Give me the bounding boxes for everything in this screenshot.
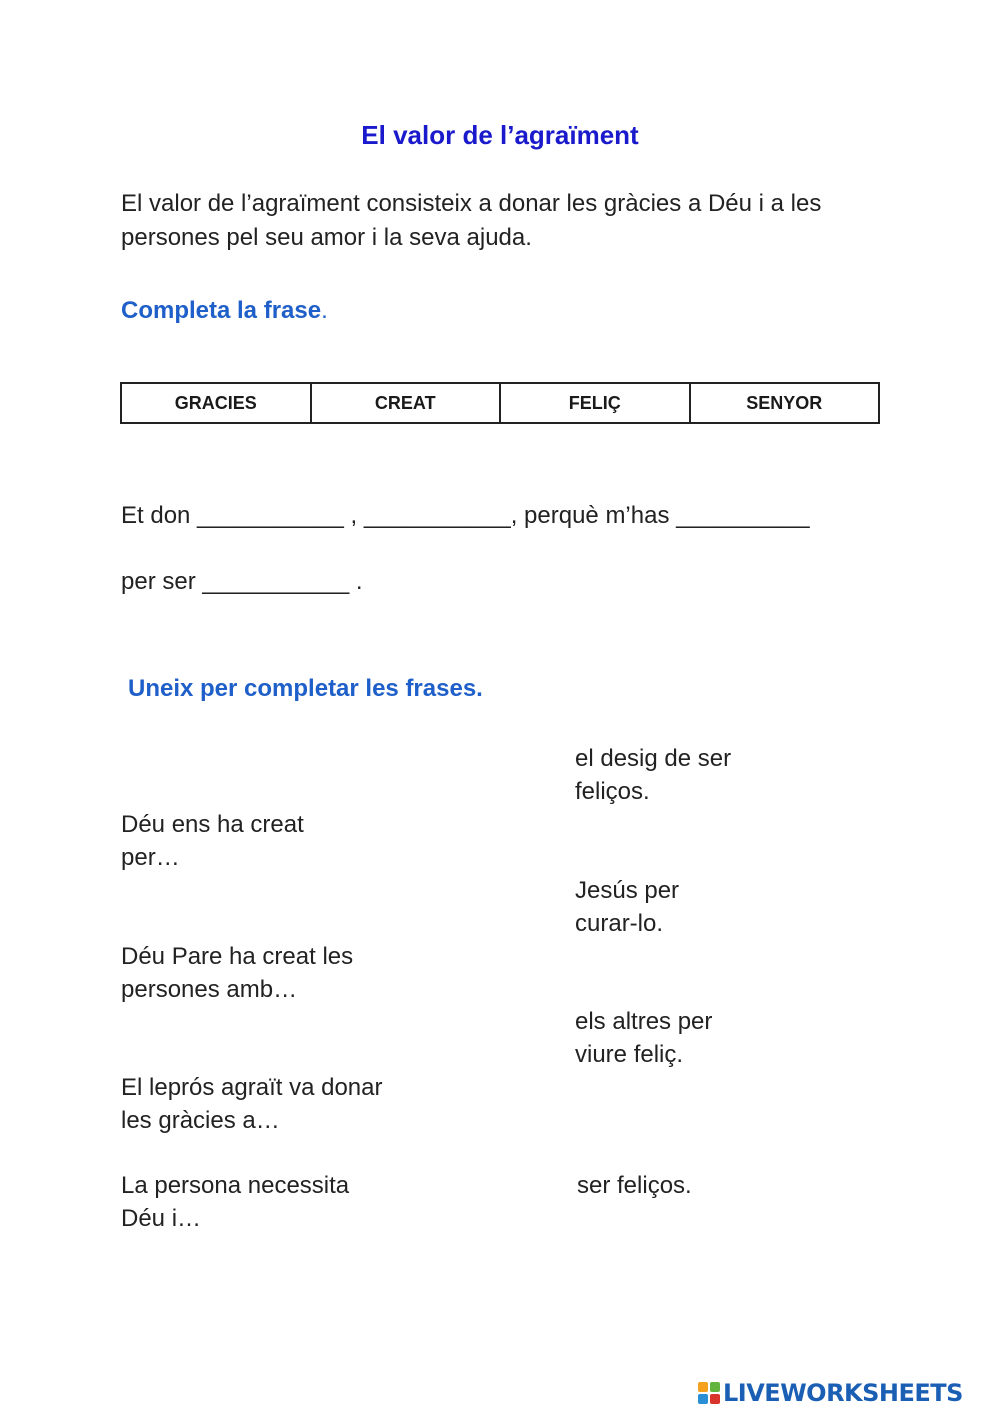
logo-grid-icon: [698, 1382, 720, 1404]
logo-square: [698, 1394, 708, 1404]
section-heading-period: .: [321, 297, 328, 324]
word-bank-cell: FELIÇ: [500, 383, 690, 423]
match-right-item: Jesús per curar-lo.: [575, 877, 680, 937]
intro-paragraph: El valor de l’agraïment consisteix a donar les gràcies a Déu i a les persones pel seu amor i la seva ajuda.: [121, 190, 822, 251]
word-bank-cell: SENYOR: [690, 383, 880, 423]
logo-square: [710, 1382, 720, 1392]
section-heading-complete-sentence-text: Completa la frase: [121, 297, 322, 324]
match-left-item: Déu Pare ha creat les persones amb…: [121, 943, 354, 1003]
word-bank-cell: GRACIES: [121, 383, 311, 423]
word-bank-row: [121, 383, 879, 423]
match-right-item: els altres per viure feliç.: [575, 1008, 713, 1068]
fill-in-sentence-line-1: Et don ___________ , ___________, perquè m’has __________: [121, 502, 810, 529]
match-left-item: La persona necessita Déu i…: [121, 1172, 350, 1232]
fill-in-sentence-line-2: per ser ___________ .: [121, 568, 363, 595]
logo-square: [698, 1382, 708, 1392]
section-heading-match: Uneix per completar les frases.: [128, 675, 483, 702]
word-bank-table: [120, 382, 880, 424]
logo-square: [710, 1394, 720, 1404]
word-bank-cell: CREAT: [311, 383, 501, 423]
liveworksheets-logo: [698, 1378, 963, 1408]
page-title: El valor de l’agraïment: [361, 120, 639, 150]
section-heading-complete-sentence: [121, 297, 328, 325]
match-left-item: Déu ens ha creat per…: [121, 811, 304, 871]
match-right-item: el desig de ser feliços.: [575, 745, 732, 805]
match-right-item: ser feliços.: [577, 1172, 692, 1199]
logo-text: LIVEWORKSHEETS: [723, 1379, 963, 1407]
match-left-item: El leprós agraït va donar les gràcies a…: [121, 1074, 383, 1134]
